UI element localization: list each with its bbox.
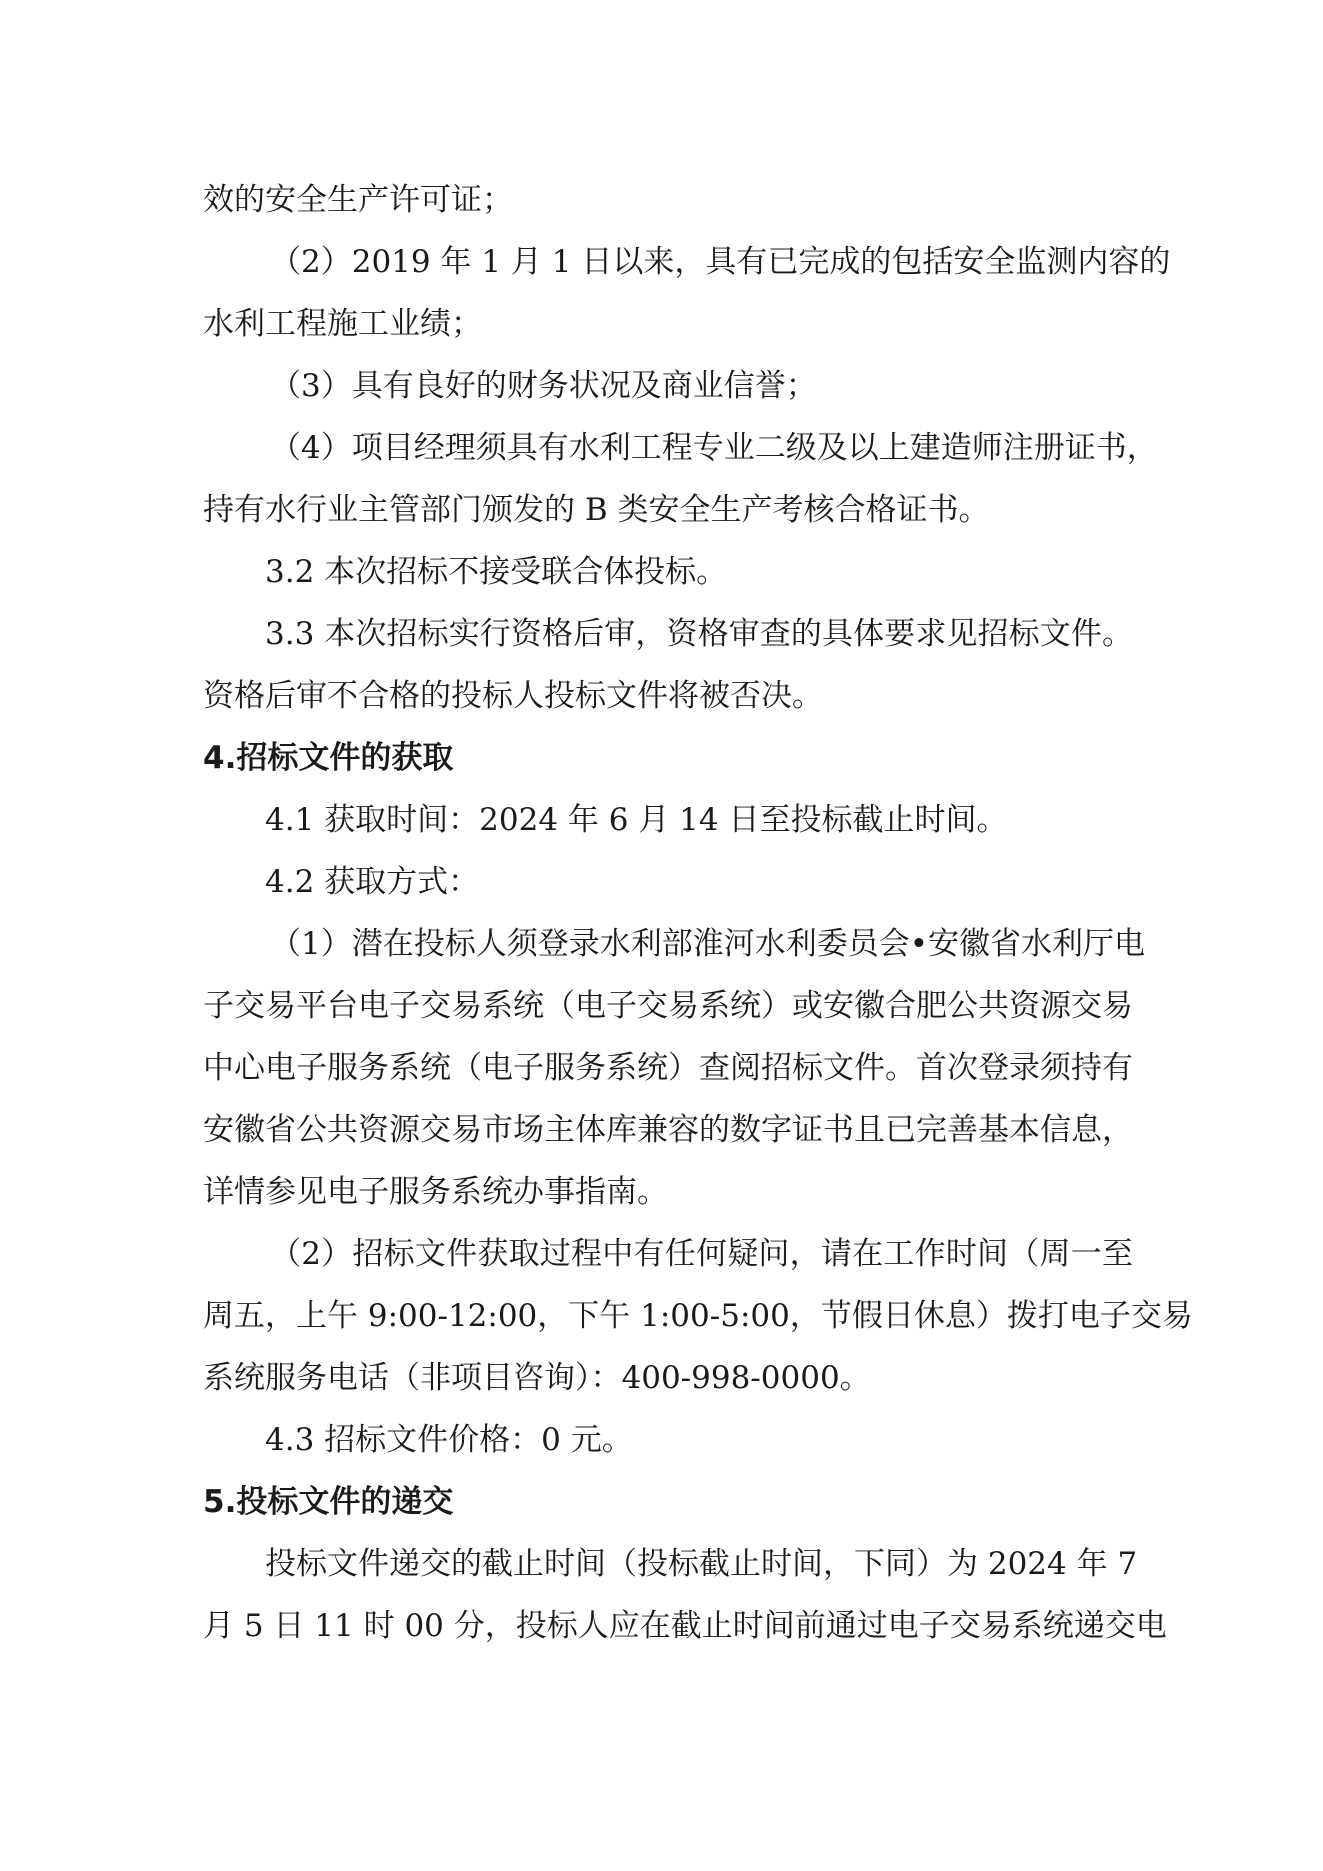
text-line: 3.2 本次招标不接受联合体投标。: [265, 554, 728, 590]
text-line: 效的安全生产许可证；: [203, 182, 513, 218]
text-line: 详情参见电子服务系统办事指南。: [203, 1174, 668, 1210]
text-line: 月 5 日 11 时 00 分，投标人应在截止时间前通过电子交易系统递交电: [203, 1608, 1167, 1644]
text-line: 3.3 本次招标实行资格后审，资格审查的具体要求见招标文件。: [265, 616, 1133, 652]
section-heading: 5.投标文件的递交: [203, 1484, 454, 1520]
text-line: （4）项目经理须具有水利工程专业二级及以上建造师注册证书，: [270, 430, 1158, 466]
text-line: 周五，上午 9:00-12:00，下午 1:00-5:00，节假日休息）拨打电子交易: [203, 1298, 1193, 1334]
text-line: （1）潜在投标人须登录水利部淮河水利委员会•安徽省水利厅电: [270, 926, 1146, 962]
text-line: 持有水行业主管部门颁发的 B 类安全生产考核合格证书。: [203, 492, 990, 528]
text-line: 投标文件递交的截止时间（投标截止时间，下同）为 2024 年 7: [265, 1546, 1138, 1582]
text-line: 资格后审不合格的投标人投标文件将被否决。: [203, 678, 823, 714]
text-line: 4.3 招标文件价格：0 元。: [265, 1422, 633, 1458]
text-line: （2）招标文件获取过程中有任何疑问，请在工作时间（周一至: [270, 1236, 1133, 1272]
text-line: （3）具有良好的财务状况及商业信誉；: [270, 368, 817, 404]
section-heading: 4.招标文件的获取: [203, 740, 454, 776]
text-line: 中心电子服务系统（电子服务系统）查阅招标文件。首次登录须持有: [203, 1050, 1133, 1086]
text-line: 安徽省公共资源交易市场主体库兼容的数字证书且已完善基本信息，: [203, 1112, 1133, 1148]
text-line: 4.1 获取时间：2024 年 6 月 14 日至投标截止时间。: [265, 802, 1008, 838]
text-line: （2）2019 年 1 月 1 日以来，具有已完成的包括安全监测内容的: [270, 244, 1171, 280]
text-line: 子交易平台电子交易系统（电子交易系统）或安徽合肥公共资源交易: [203, 988, 1133, 1024]
text-line: 系统服务电话（非项目咨询）：400-998-0000。: [203, 1360, 871, 1396]
text-line: 4.2 获取方式：: [265, 864, 480, 900]
text-line: 水利工程施工业绩；: [203, 306, 482, 342]
